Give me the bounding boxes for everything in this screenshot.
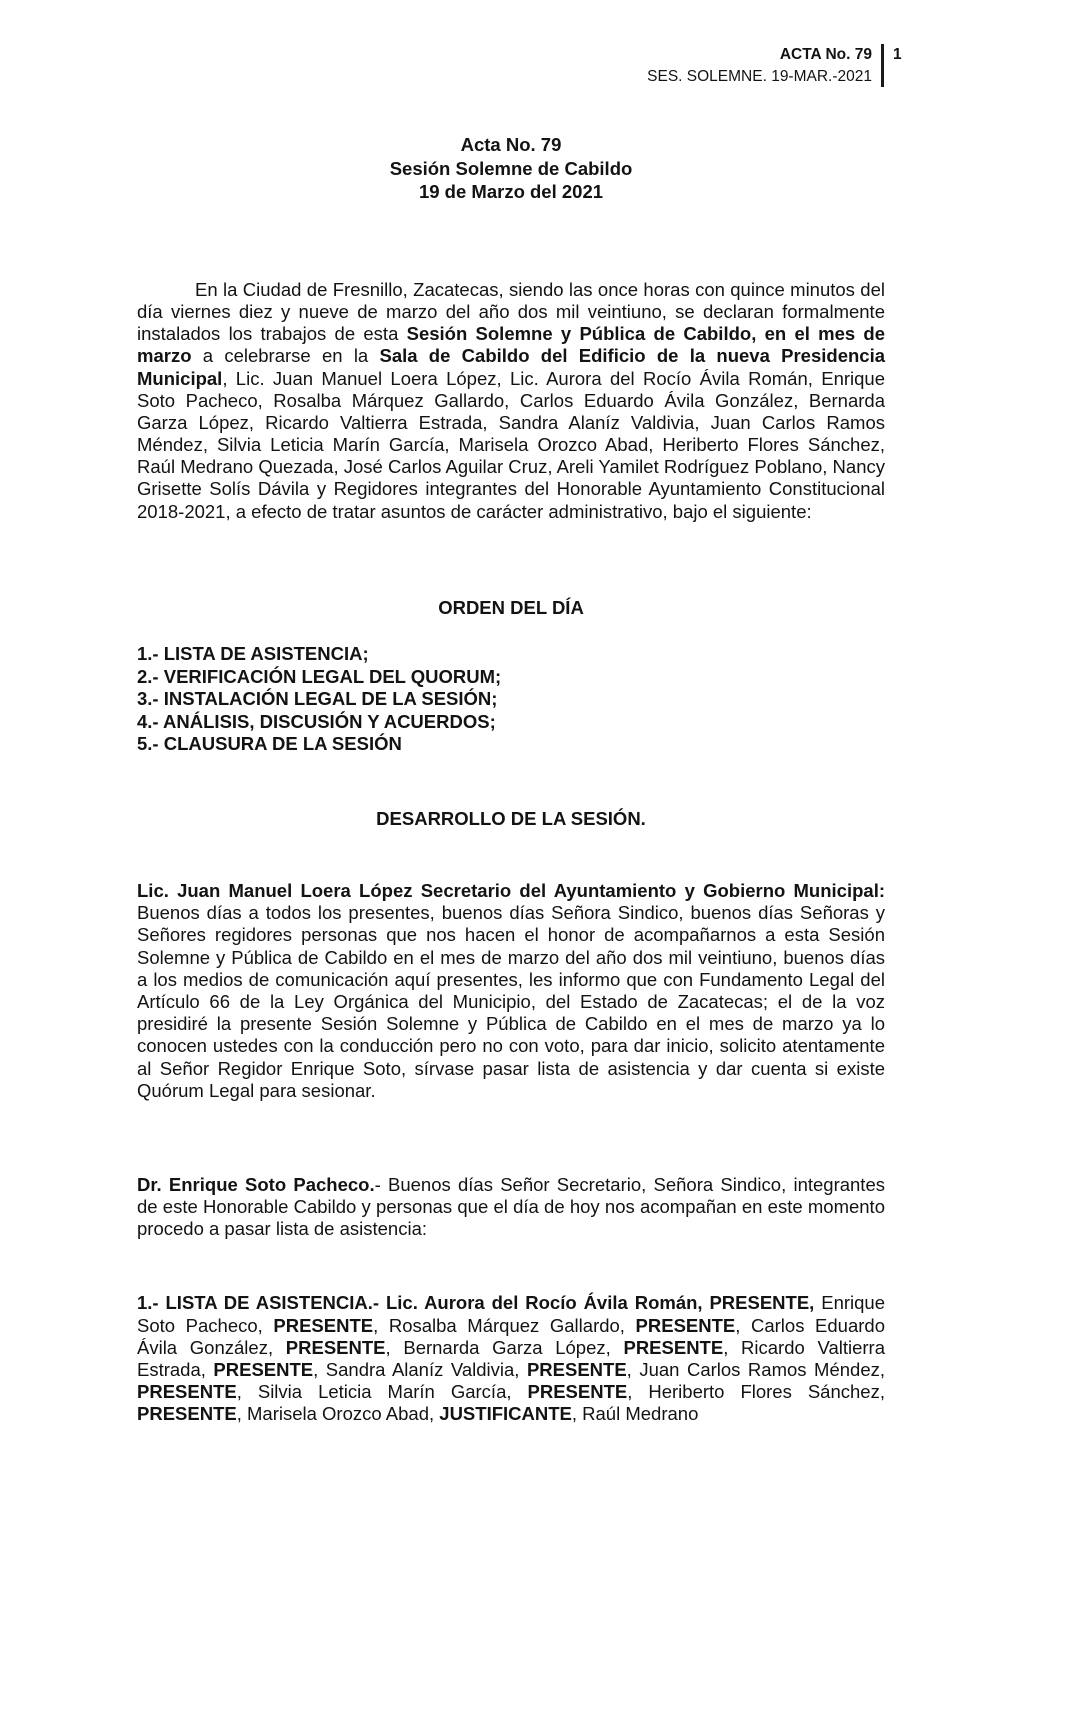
title-date-line: 19 de Marzo del 2021 <box>418 180 604 202</box>
title-acta-line: Acta No. 79 <box>460 134 562 156</box>
opening-paragraph: En la Ciudad de Fresnillo, Zacatecas, siendo las once horas con quince minutos del día viernes diez y nueve de marzo del año dos mil veintiuno, se declaran formalmente instalados los trabajos de esta Sesión Solemne y Pública de Cabildo, en el mes de marzo a celebrarse en la Sala de Cabildo del Edificio de la nueva Presidencia Municipal, Lic. Juan Manuel Loera López, Lic. Aurora del Rocío Ávila Román, Enrique Soto Pacheco, Rosalba Márquez Gallardo, Carlos Eduardo Ávila González, Bernarda Garza López, Ricardo Valtierra Estrada, Sandra Alaníz Valdivia, Juan Carlos Ramos Méndez, Silvia Leticia Marín García, Marisela Orozco Abad, Heriberto Flores Sánchez, Raúl Medrano Quezada, José Carlos Aguilar Cruz, Areli Yamilet Rodríguez Poblano, Nancy Grisette Solís Dávila y Regidores integrantes del Honorable Ayuntamiento Constitucional 2018-2021, a efecto de tratar asuntos de carácter administrativo, bajo el siguiente: <box>137 278 886 522</box>
orden-del-dia-heading: ORDEN DEL DÍA <box>438 596 584 618</box>
orden-item: 3.- INSTALACIÓN LEGAL DE LA SESIÓN; <box>137 688 498 710</box>
title-session-line: Sesión Solemne de Cabildo <box>389 157 633 179</box>
attendance-paragraph: 1.- LISTA DE ASISTENCIA.- Lic. Aurora del Rocío Ávila Román, PRESENTE, Enrique Soto Pacheco, PRESENTE, Rosalba Márquez Gallardo, PRESENTE, Carlos Eduardo Ávila González, PRESENTE, Bernarda Garza López, PRESENTE, Ricardo Valtierra Estrada, PRESENTE, Sandra Alaníz Valdivia, PRESENTE, Juan Carlos Ramos Méndez, PRESENTE, Silvia Leticia Marín García, PRESENTE, Heriberto Flores Sánchez, PRESENTE, Marisela Orozco Abad, JUSTIFICANTE, Raúl Medrano <box>137 1292 886 1425</box>
header-page-number: 1 <box>893 46 902 63</box>
desarrollo-heading: DESARROLLO DE LA SESIÓN. <box>376 807 646 829</box>
header-acta-number: ACTA No. 79 <box>779 46 872 63</box>
orden-item: 1.- LISTA DE ASISTENCIA; <box>137 643 369 664</box>
header-session-info: SES. SOLEMNE. 19-MAR.-2021 <box>647 67 872 85</box>
orden-item: 5.- CLAUSURA DE LA SESIÓN <box>137 733 402 755</box>
soto-paragraph: Dr. Enrique Soto Pacheco.- Buenos días Señor Secretario, Señora Sindico, integrantes de este Honorable Cabildo y personas que el día de hoy nos acompañan en este momento procedo a pasar lista de asistencia: <box>137 1173 885 1240</box>
page-header <box>137 44 907 87</box>
orden-item: 2.- VERIFICACIÓN LEGAL DEL QUORUM; <box>137 665 502 687</box>
header-divider <box>881 44 884 87</box>
orden-del-dia-list <box>137 643 885 756</box>
orden-item: 4.- ANÁLISIS, DISCUSIÓN Y ACUERDOS; <box>137 710 496 732</box>
secretary-paragraph: Lic. Juan Manuel Loera López Secretario del Ayuntamiento y Gobierno Municipal: Buenos días a todos los presentes, buenos días Señora Sindico, buenos días Señoras y Señores regidores personas que nos hacen el honor de acompañarnos a esta Sesión Solemne y Pública de Cabildo en el mes de marzo del año dos mil veintiuno, buenos días a los medios de comunicación aquí presentes, les informo que con Fundamento Legal del Artículo 66 de la Ley Orgánica del Municipio, del Estado de Zacatecas; el de la voz presidiré la presente Sesión Solemne y Pública de Cabildo en el mes de marzo ya lo conocen ustedes con la conducción pero no con voto, para dar inicio, solicito atentamente al Señor Regidor Enrique Soto, sírvase pasar lista de asistencia y dar cuenta si existe Quórum Legal para sesionar. <box>137 880 885 1101</box>
document-title <box>137 133 885 202</box>
header-meta <box>647 44 872 87</box>
